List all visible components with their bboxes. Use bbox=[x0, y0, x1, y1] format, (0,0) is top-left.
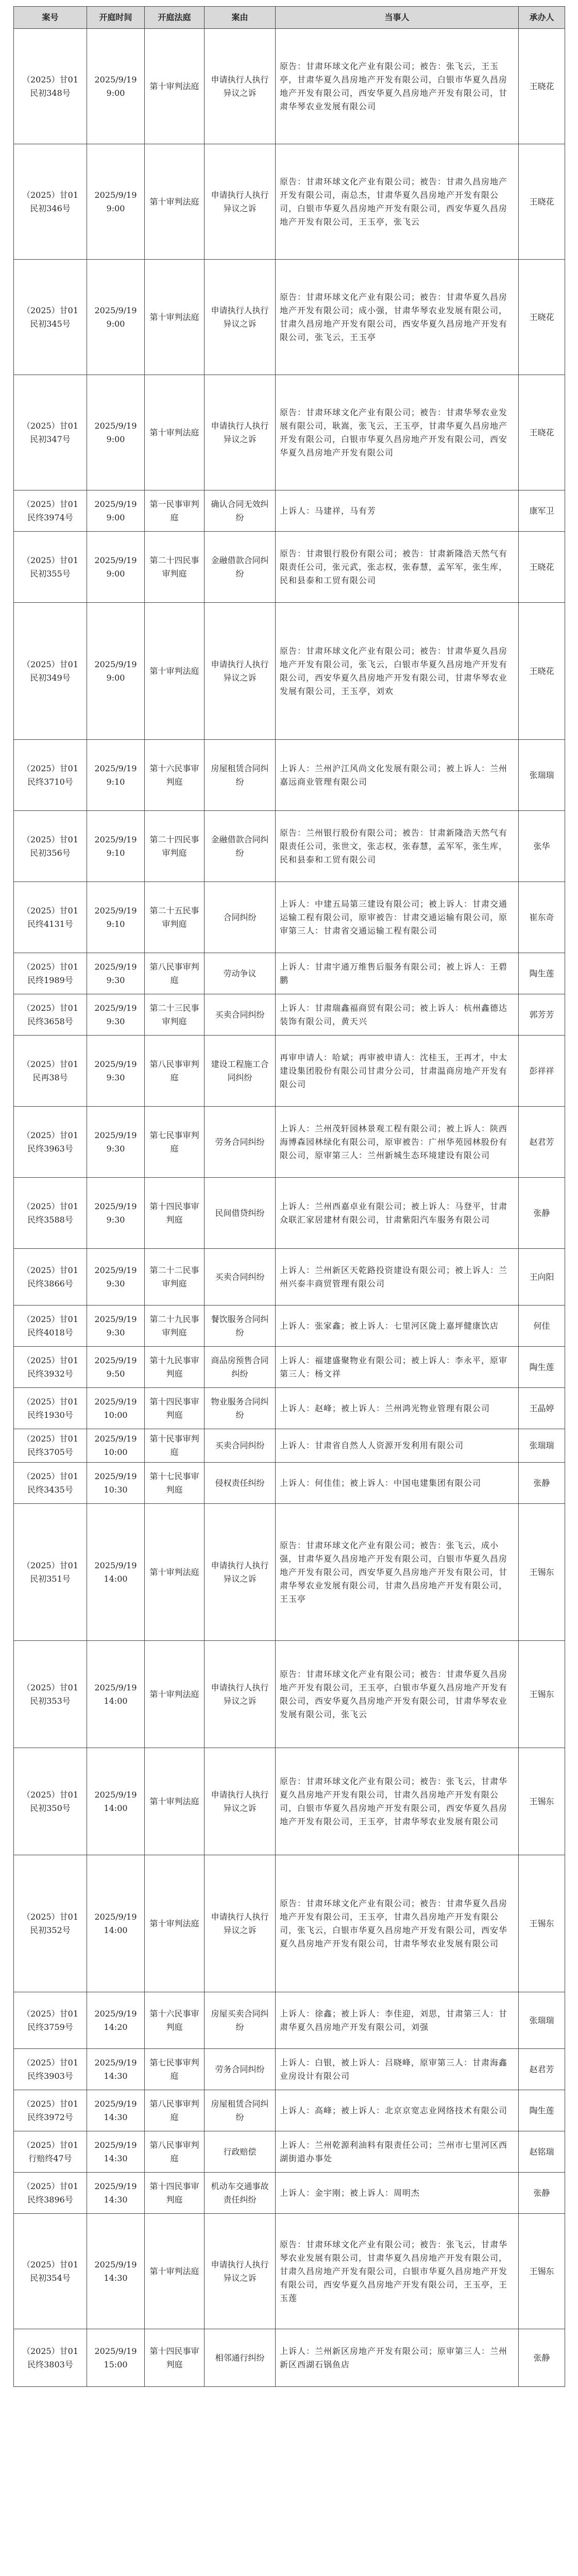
hearing-time-cell: 2025/9/19 9:00 bbox=[87, 144, 145, 260]
courtroom-cell: 第十四民事审判庭 bbox=[145, 2173, 205, 2214]
hearing-time-cell: 2025/9/19 9:00 bbox=[87, 490, 145, 532]
cause-cell: 申请执行人执行异议之诉 bbox=[205, 1855, 276, 1992]
judge-cell: 张静 bbox=[519, 2173, 565, 2214]
table-row bbox=[14, 994, 565, 1036]
hearing-time-cell: 2025/9/19 9:00 bbox=[87, 29, 145, 144]
courtroom-cell: 第十六民事审判庭 bbox=[145, 1992, 205, 2049]
cause-cell: 物业服务合同纠纷 bbox=[205, 1388, 276, 1429]
cause-cell: 行政赔偿 bbox=[205, 2131, 276, 2173]
cause-cell: 房屋租赁合同纠纷 bbox=[205, 740, 276, 811]
case-number-cell: （2025）甘01民初345号 bbox=[14, 260, 87, 375]
judge-cell: 康军卫 bbox=[519, 490, 565, 532]
cause-cell: 买卖合同纠纷 bbox=[205, 1429, 276, 1463]
parties-cell: 上诉人：金宇刚；被上诉人：周明杰 bbox=[276, 2173, 519, 2214]
courtroom-cell: 第十七民事审判庭 bbox=[145, 1463, 205, 1504]
hearing-time-cell: 2025/9/19 14:30 bbox=[87, 2131, 145, 2173]
parties-cell: 原告：甘肃环球文化产业有限公司；被告：张飞云，王玉亭，甘肃华夏久昌房地产开发有限公司，白银市华夏久昌房地产开发有限公司，西安华夏久昌房地产开发有限公司，甘肃华琴农业发展有限公司 bbox=[276, 29, 519, 144]
case-number-cell: （2025）甘01民终1989号 bbox=[14, 953, 87, 994]
table-row bbox=[14, 375, 565, 490]
judge-cell: 王晓花 bbox=[519, 260, 565, 375]
courtroom-cell: 第八民事审判庭 bbox=[145, 1036, 205, 1107]
hearing-time-cell: 2025/9/19 9:30 bbox=[87, 1306, 145, 1347]
cause-cell: 劳务合同纠纷 bbox=[205, 2049, 276, 2090]
cause-cell: 相邻通行纠纷 bbox=[205, 2329, 276, 2387]
hearing-time-cell: 2025/9/19 9:10 bbox=[87, 882, 145, 953]
table-row bbox=[14, 1855, 565, 1992]
judge-cell: 崔东奇 bbox=[519, 882, 565, 953]
hearing-time-cell: 2025/9/19 9:30 bbox=[87, 994, 145, 1036]
hearing-time-cell: 2025/9/19 15:00 bbox=[87, 2329, 145, 2387]
cause-cell: 申请执行人执行异议之诉 bbox=[205, 144, 276, 260]
judge-cell: 王晓花 bbox=[519, 29, 565, 144]
judge-cell: 王晓花 bbox=[519, 603, 565, 740]
hearing-time-cell: 2025/9/19 14:00 bbox=[87, 1855, 145, 1992]
parties-cell: 原告：甘肃环球文化产业有限公司；被告：甘肃久昌房地产开发有限公司，南总杰，甘肃华夏久昌房地产开发有限公司，白银市华夏久昌房地产开发有限公司，西安华夏久昌房地产开发有限公司，王玉亭，张飞云 bbox=[276, 144, 519, 260]
table-row bbox=[14, 2214, 565, 2329]
courtroom-cell: 第十审判法庭 bbox=[145, 375, 205, 490]
case-number-cell: （2025）甘01民终1930号 bbox=[14, 1388, 87, 1429]
judge-cell: 陶生莲 bbox=[519, 1347, 565, 1388]
table-row bbox=[14, 2329, 565, 2387]
cause-cell: 劳务合同纠纷 bbox=[205, 1107, 276, 1178]
table-row bbox=[14, 2131, 565, 2173]
table-header bbox=[14, 7, 565, 29]
table-row bbox=[14, 1249, 565, 1306]
courtroom-cell: 第十六民事审判庭 bbox=[145, 740, 205, 811]
judge-cell: 张静 bbox=[519, 1178, 565, 1249]
judge-cell: 王晓花 bbox=[519, 144, 565, 260]
case-number-cell: （2025）甘01民初346号 bbox=[14, 144, 87, 260]
courtroom-cell: 第八民事审判庭 bbox=[145, 2090, 205, 2131]
parties-cell: 上诉人：高峰；被上诉人：北京京宽志业网络技术有限公司 bbox=[276, 2090, 519, 2131]
courtroom-cell: 第二十九民事审判庭 bbox=[145, 1306, 205, 1347]
cause-cell: 餐饮服务合同纠纷 bbox=[205, 1306, 276, 1347]
table-row bbox=[14, 532, 565, 603]
table-row bbox=[14, 1463, 565, 1504]
case-number-cell: （2025）甘01民初348号 bbox=[14, 29, 87, 144]
table-row bbox=[14, 811, 565, 882]
hearing-time-cell: 2025/9/19 10:00 bbox=[87, 1429, 145, 1463]
case-number-cell: （2025）甘01民终4131号 bbox=[14, 882, 87, 953]
parties-cell: 原告：兰州银行股份有限公司；被告：甘肃新隆浩天然气有限责任公司，张世文，张志权，张春慧，孟军军，张生库，民和县泰和工贸有限公司 bbox=[276, 811, 519, 882]
case-number-cell: （2025）甘01民终3705号 bbox=[14, 1429, 87, 1463]
parties-cell: 上诉人：兰州沪江风尚文化发展有限公司；被上诉人：兰州嘉远商业管理有限公司 bbox=[276, 740, 519, 811]
parties-cell: 原告：甘肃环球文化产业有限公司；被告：甘肃华琴农业发展有限公司，耿嵩，张飞云，王玉亭，甘肃华夏久昌房地产开发有限公司，白银市华夏久昌房地产开发有限公司，西安华夏久昌房地产开发有限公司 bbox=[276, 375, 519, 490]
case-number-cell: （2025）甘01民终3658号 bbox=[14, 994, 87, 1036]
courtroom-cell: 第一民事审判庭 bbox=[145, 490, 205, 532]
cause-cell: 房屋买卖合同纠纷 bbox=[205, 1992, 276, 2049]
case-number-cell: （2025）甘01民终3963号 bbox=[14, 1107, 87, 1178]
parties-cell: 上诉人：马建祥，马有芳 bbox=[276, 490, 519, 532]
cause-cell: 金融借款合同纠纷 bbox=[205, 811, 276, 882]
judge-cell: 张静 bbox=[519, 1463, 565, 1504]
cause-cell: 建设工程施工合同纠纷 bbox=[205, 1036, 276, 1107]
table-row bbox=[14, 1306, 565, 1347]
parties-cell: 原告：甘肃环球文化产业有限公司；被告：甘肃华夏久昌房地产开发有限公司；成小强，甘肃华琴农业发展有限公司，甘肃久昌房地产开发有限公司，西安华夏久昌房地产开发有限公司，张飞云，王玉亭 bbox=[276, 260, 519, 375]
cause-cell: 民间借贷纠纷 bbox=[205, 1178, 276, 1249]
case-number-cell: （2025）甘01民初350号 bbox=[14, 1748, 87, 1855]
judge-cell: 张华 bbox=[519, 811, 565, 882]
case-number-cell: （2025）甘01民终3588号 bbox=[14, 1178, 87, 1249]
cause-cell: 机动车交通事故责任纠纷 bbox=[205, 2173, 276, 2214]
parties-cell: 原告：甘肃环球文化产业有限公司；被告：甘肃华夏久昌房地产开发有限公司，王玉亭，白银市华夏久昌房地产开发有限公司，西安华夏久昌房地产开发有限公司，甘肃华琴农业发展有限公司，张飞云 bbox=[276, 1641, 519, 1748]
judge-cell: 张瑞瑞 bbox=[519, 1429, 565, 1463]
case-number-cell: （2025）甘01民再38号 bbox=[14, 1036, 87, 1107]
hearing-time-cell: 2025/9/19 9:00 bbox=[87, 603, 145, 740]
hearing-time-cell: 2025/9/19 9:10 bbox=[87, 740, 145, 811]
hearing-time-cell: 2025/9/19 14:00 bbox=[87, 1748, 145, 1855]
courtroom-cell: 第二十四民事审判庭 bbox=[145, 811, 205, 882]
hearing-time-cell: 2025/9/19 9:00 bbox=[87, 532, 145, 603]
judge-cell: 王锡东 bbox=[519, 1641, 565, 1748]
table-row bbox=[14, 2173, 565, 2214]
case-number-cell: （2025）甘01民终3803号 bbox=[14, 2329, 87, 2387]
hearing-time-cell: 2025/9/19 9:30 bbox=[87, 1036, 145, 1107]
case-number-cell: （2025）甘01民初349号 bbox=[14, 603, 87, 740]
hearing-time-cell: 2025/9/19 9:50 bbox=[87, 1347, 145, 1388]
courtroom-cell: 第十审判法庭 bbox=[145, 1855, 205, 1992]
case-number-cell: （2025）甘01民初356号 bbox=[14, 811, 87, 882]
judge-cell: 王晶婷 bbox=[519, 1388, 565, 1429]
cause-cell: 劳动争议 bbox=[205, 953, 276, 994]
cause-cell: 申请执行人执行异议之诉 bbox=[205, 29, 276, 144]
case-number-cell: （2025）甘01民初351号 bbox=[14, 1504, 87, 1641]
table-row bbox=[14, 144, 565, 260]
hearing-time-cell: 2025/9/19 14:00 bbox=[87, 1504, 145, 1641]
case-number-cell: （2025）甘01民终3932号 bbox=[14, 1347, 87, 1388]
judge-cell: 赵君芳 bbox=[519, 1107, 565, 1178]
courtroom-cell: 第十四民事审判庭 bbox=[145, 1388, 205, 1429]
table-row bbox=[14, 1036, 565, 1107]
header-court: 开庭法庭 bbox=[145, 7, 205, 29]
cause-cell: 合同纠纷 bbox=[205, 882, 276, 953]
hearing-time-cell: 2025/9/19 14:00 bbox=[87, 1641, 145, 1748]
case-number-cell: （2025）甘01民初353号 bbox=[14, 1641, 87, 1748]
cause-cell: 买卖合同纠纷 bbox=[205, 1249, 276, 1306]
cause-cell: 申请执行人执行异议之诉 bbox=[205, 603, 276, 740]
parties-cell: 上诉人：徐鑫；被上诉人：李佳迎，刘思，甘肃第三人：甘肃华夏久昌房地产开发有限公司，刘强 bbox=[276, 1992, 519, 2049]
courtroom-cell: 第七民事审判庭 bbox=[145, 1107, 205, 1178]
parties-cell: 上诉人：福建盛聚物业有限公司；被上诉人：李永平，原审第三人：杨文祥 bbox=[276, 1347, 519, 1388]
hearing-time-cell: 2025/9/19 9:30 bbox=[87, 1107, 145, 1178]
cause-cell: 申请执行人执行异议之诉 bbox=[205, 1504, 276, 1641]
parties-cell: 上诉人：赵峰；被上诉人：兰州鸿光物业管理有限公司 bbox=[276, 1388, 519, 1429]
judge-cell: 赵铭瑞 bbox=[519, 2131, 565, 2173]
parties-cell: 上诉人：兰州新区房地产开发有限公司；原审第三人：兰州新区西湖石锅鱼店 bbox=[276, 2329, 519, 2387]
table-row bbox=[14, 882, 565, 953]
courtroom-cell: 第十审判法庭 bbox=[145, 1504, 205, 1641]
cause-cell: 侵权责任纠纷 bbox=[205, 1463, 276, 1504]
case-number-cell: （2025）甘01民终3972号 bbox=[14, 2090, 87, 2131]
table-row bbox=[14, 29, 565, 144]
table-row bbox=[14, 2090, 565, 2131]
case-number-cell: （2025）甘01民终3710号 bbox=[14, 740, 87, 811]
courtroom-cell: 第二十五民事审判庭 bbox=[145, 882, 205, 953]
case-number-cell: （2025）甘01民初352号 bbox=[14, 1855, 87, 1992]
table-row bbox=[14, 740, 565, 811]
courtroom-cell: 第十审判法庭 bbox=[145, 1748, 205, 1855]
table-row bbox=[14, 490, 565, 532]
hearing-time-cell: 2025/9/19 9:10 bbox=[87, 811, 145, 882]
table-row bbox=[14, 2049, 565, 2090]
judge-cell: 张瑞瑞 bbox=[519, 740, 565, 811]
hearing-time-cell: 2025/9/19 10:00 bbox=[87, 1388, 145, 1429]
judge-cell: 陶生莲 bbox=[519, 953, 565, 994]
courtroom-cell: 第七民事审判庭 bbox=[145, 2049, 205, 2090]
parties-cell: 上诉人：兰州新区天乾路投资建设有限公司；被上诉人：兰州兴泰丰商贸管理有限公司 bbox=[276, 1249, 519, 1306]
judge-cell: 王锡东 bbox=[519, 2214, 565, 2329]
courtroom-cell: 第二十三民事审判庭 bbox=[145, 994, 205, 1036]
case-number-cell: （2025）甘01民初347号 bbox=[14, 375, 87, 490]
header-judge: 承办人 bbox=[519, 7, 565, 29]
table-row bbox=[14, 1992, 565, 2049]
header-case: 案号 bbox=[14, 7, 87, 29]
table-row bbox=[14, 1641, 565, 1748]
table-row bbox=[14, 260, 565, 375]
cause-cell: 申请执行人执行异议之诉 bbox=[205, 260, 276, 375]
hearing-time-cell: 2025/9/19 14:20 bbox=[87, 1992, 145, 2049]
cause-cell: 确认合同无效纠纷 bbox=[205, 490, 276, 532]
hearing-time-cell: 2025/9/19 9:30 bbox=[87, 953, 145, 994]
case-number-cell: （2025）甘01行赔终47号 bbox=[14, 2131, 87, 2173]
parties-cell: 原告：甘肃环球文化产业有限公司；被告：张飞云，甘肃华琴农业发展有限公司，甘肃华夏久昌房地产开发有限公司，甘肃久昌房地产开发有限公司，白银市华夏久昌房地产开发有限公司，西安华夏久昌房地产开发有限公司，王玉亭，王玉莲 bbox=[276, 2214, 519, 2329]
table-row bbox=[14, 1347, 565, 1388]
hearing-time-cell: 2025/9/19 9:00 bbox=[87, 260, 145, 375]
judge-cell: 王向阳 bbox=[519, 1249, 565, 1306]
parties-cell: 上诉人：甘肃瑞鑫福商贸有限公司；被上诉人：杭州鑫德达装饰有限公司，黄天兴 bbox=[276, 994, 519, 1036]
parties-cell: 上诉人：甘肃省自然人人资源开发利用有限公司 bbox=[276, 1429, 519, 1463]
hearing-time-cell: 2025/9/19 14:30 bbox=[87, 2173, 145, 2214]
parties-cell: 上诉人：兰州茂轩园林景观工程有限公司；被上诉人：陕西海博森园林绿化有限公司，原审被告：广州华苑园林股份有限公司，原审第三人：兰州新城生态环境建设有限公司 bbox=[276, 1107, 519, 1178]
cause-cell: 房屋租赁合同纠纷 bbox=[205, 2090, 276, 2131]
table-row bbox=[14, 953, 565, 994]
table-row bbox=[14, 1107, 565, 1178]
judge-cell: 陶生莲 bbox=[519, 2090, 565, 2131]
courtroom-cell: 第十审判法庭 bbox=[145, 29, 205, 144]
case-number-cell: （2025）甘01民初354号 bbox=[14, 2214, 87, 2329]
courtroom-cell: 第十审判法庭 bbox=[145, 1641, 205, 1748]
judge-cell: 王锡东 bbox=[519, 1504, 565, 1641]
case-number-cell: （2025）甘01民终4018号 bbox=[14, 1306, 87, 1347]
case-number-cell: （2025）甘01民初355号 bbox=[14, 532, 87, 603]
judge-cell: 何佳 bbox=[519, 1306, 565, 1347]
courtroom-cell: 第十审判法庭 bbox=[145, 144, 205, 260]
judge-cell: 郭芳芳 bbox=[519, 994, 565, 1036]
parties-cell: 上诉人：兰州西嘉卓业有限公司；被上诉人：马登平，甘肃众联汇家居建材有限公司，甘肃紫阳汽车服务有限公司 bbox=[276, 1178, 519, 1249]
hearing-time-cell: 2025/9/19 9:30 bbox=[87, 1178, 145, 1249]
table-row bbox=[14, 603, 565, 740]
hearing-time-cell: 2025/9/19 14:30 bbox=[87, 2090, 145, 2131]
parties-cell: 原告：甘肃环球文化产业有限公司；被告：甘肃华夏久昌房地产开发有限公司，张飞云，白银市华夏久昌房地产开发有限公司，西安华夏久昌房地产开发有限公司，甘肃华琴农业发展有限公司，王玉亭，刘欢 bbox=[276, 603, 519, 740]
cause-cell: 申请执行人执行异议之诉 bbox=[205, 1641, 276, 1748]
hearing-time-cell: 2025/9/19 14:30 bbox=[87, 2214, 145, 2329]
cause-cell: 申请执行人执行异议之诉 bbox=[205, 375, 276, 490]
parties-cell: 原告：甘肃银行股份有限公司；被告：甘肃新隆浩天然气有限责任公司，张元武，张志权，张春慧，孟军军，张生库，民和县泰和工贸有限公司 bbox=[276, 532, 519, 603]
table-body bbox=[14, 29, 565, 2387]
judge-cell: 王锡东 bbox=[519, 1855, 565, 1992]
courtroom-cell: 第八民事审判庭 bbox=[145, 2131, 205, 2173]
judge-cell: 彭祥祥 bbox=[519, 1036, 565, 1107]
hearing-time-cell: 2025/9/19 10:30 bbox=[87, 1463, 145, 1504]
parties-cell: 原告：甘肃环球文化产业有限公司；被告：甘肃华夏久昌房地产开发有限公司，王玉亭，甘肃久昌房地产开发有限公司，张飞云，白银市华夏久昌房地产开发有限公司，西安华夏久昌房地产开发有限公司，甘肃华琴农业发展有限公司 bbox=[276, 1855, 519, 1992]
courtroom-cell: 第十四民事审判庭 bbox=[145, 2329, 205, 2387]
parties-cell: 上诉人：中建五局第三建设有限公司；被上诉人：甘肃交通运输工程有限公司，原审被告：甘肃交通运输有限公司，原审第三人：甘肃省交通运输工程有限公司 bbox=[276, 882, 519, 953]
case-number-cell: （2025）甘01民终3866号 bbox=[14, 1249, 87, 1306]
judge-cell: 赵君芳 bbox=[519, 2049, 565, 2090]
courtroom-cell: 第十审判法庭 bbox=[145, 603, 205, 740]
courtroom-cell: 第十四民事审判庭 bbox=[145, 1178, 205, 1249]
table-row bbox=[14, 1504, 565, 1641]
header-cause: 案由 bbox=[205, 7, 276, 29]
cause-cell: 金融借款合同纠纷 bbox=[205, 532, 276, 603]
table-row bbox=[14, 1429, 565, 1463]
case-number-cell: （2025）甘01民终3974号 bbox=[14, 490, 87, 532]
hearing-schedule-table bbox=[13, 6, 565, 2387]
courtroom-cell: 第二十二民事审判庭 bbox=[145, 1249, 205, 1306]
parties-cell: 再审申请人：哈斌；再审被申请人：沈桂玉，王再才，中太建设集团股份有限公司甘肃分公司，甘肃温商房地产开发有限公司 bbox=[276, 1036, 519, 1107]
courtroom-cell: 第八民事审判庭 bbox=[145, 953, 205, 994]
case-number-cell: （2025）甘01民终3759号 bbox=[14, 1992, 87, 2049]
parties-cell: 上诉人：甘肃宇通万维售后服务有限公司；被上诉人：王碧鹏 bbox=[276, 953, 519, 994]
hearing-time-cell: 2025/9/19 9:00 bbox=[87, 375, 145, 490]
parties-cell: 上诉人：张家鑫；被上诉人：七里河区陇上嘉坪健康饮店 bbox=[276, 1306, 519, 1347]
judge-cell: 张静 bbox=[519, 2329, 565, 2387]
parties-cell: 原告：甘肃环球文化产业有限公司；被告：张飞云，成小强，甘肃华夏久昌房地产开发有限公司，白银市华夏久昌房地产开发有限公司，西安华夏久昌房地产开发有限公司，甘肃华琴农业发展有限公司，甘肃久昌房地产开发有限公司，王玉亭 bbox=[276, 1504, 519, 1641]
parties-cell: 上诉人：何佳佳；被上诉人：中国电建集团有限公司 bbox=[276, 1463, 519, 1504]
header-time: 开庭时间 bbox=[87, 7, 145, 29]
case-number-cell: （2025）甘01民终3435号 bbox=[14, 1463, 87, 1504]
courtroom-cell: 第二十四民事审判庭 bbox=[145, 532, 205, 603]
courtroom-cell: 第十审判法庭 bbox=[145, 2214, 205, 2329]
judge-cell: 王晓花 bbox=[519, 375, 565, 490]
table-row bbox=[14, 1748, 565, 1855]
hearing-time-cell: 2025/9/19 14:30 bbox=[87, 2049, 145, 2090]
courtroom-cell: 第十九民事审判庭 bbox=[145, 1347, 205, 1388]
header-parties: 当事人 bbox=[276, 7, 519, 29]
hearing-time-cell: 2025/9/19 9:30 bbox=[87, 1249, 145, 1306]
cause-cell: 买卖合同纠纷 bbox=[205, 994, 276, 1036]
courtroom-cell: 第十审判法庭 bbox=[145, 260, 205, 375]
case-number-cell: （2025）甘01民终3903号 bbox=[14, 2049, 87, 2090]
parties-cell: 上诉人：兰州乾源利油料有限责任公司；兰州市七里河区西湖街道办事处 bbox=[276, 2131, 519, 2173]
case-number-cell: （2025）甘01民终3896号 bbox=[14, 2173, 87, 2214]
judge-cell: 王晓花 bbox=[519, 532, 565, 603]
courtroom-cell: 第十民事审判庭 bbox=[145, 1429, 205, 1463]
parties-cell: 原告：甘肃环球文化产业有限公司；被告：张飞云，甘肃华夏久昌房地产开发有限公司，甘肃久昌房地产开发有限公司，白银市华夏久昌房地产开发有限公司，西安华夏久昌房地产开发有限公司，王玉亭，甘肃华琴农业发展有限公司 bbox=[276, 1748, 519, 1855]
table-row bbox=[14, 1388, 565, 1429]
cause-cell: 商品房预售合同纠纷 bbox=[205, 1347, 276, 1388]
table-row bbox=[14, 1178, 565, 1249]
cause-cell: 申请执行人执行异议之诉 bbox=[205, 1748, 276, 1855]
parties-cell: 上诉人：白银，被上诉人：吕晓峰，原审第三人：甘肃海鑫业房设计有限公司 bbox=[276, 2049, 519, 2090]
judge-cell: 张瑞瑞 bbox=[519, 1992, 565, 2049]
cause-cell: 申请执行人执行异议之诉 bbox=[205, 2214, 276, 2329]
judge-cell: 王锡东 bbox=[519, 1748, 565, 1855]
